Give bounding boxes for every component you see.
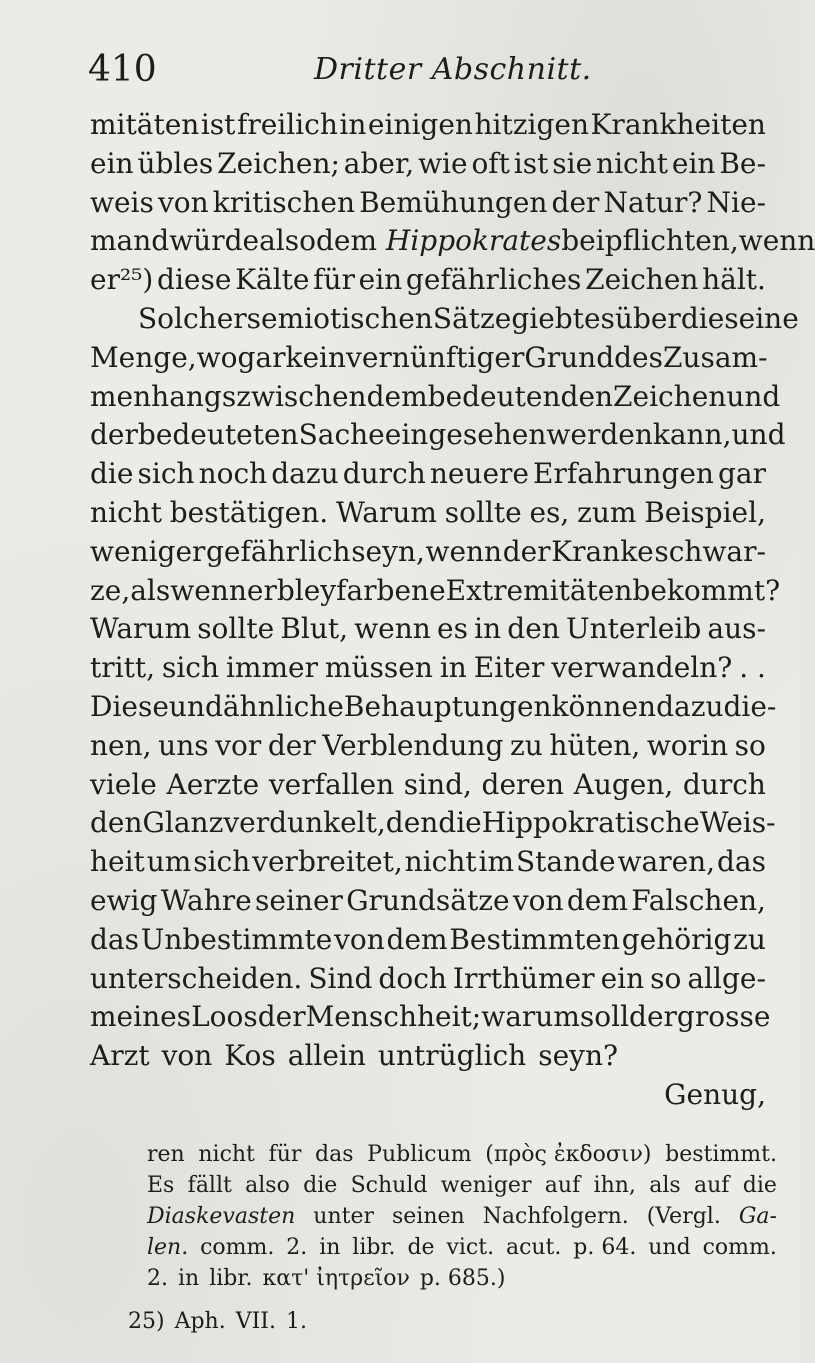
word: sollte — [197, 612, 275, 646]
word: von — [157, 185, 209, 219]
footnote-word: (πρὸς ἐκδοσιν) — [485, 1142, 652, 1167]
text-line — [90, 339, 766, 378]
word: doch — [378, 961, 447, 995]
word: verfallen — [268, 767, 395, 801]
word: Zeichen; — [217, 146, 340, 180]
text-line — [90, 455, 766, 494]
word: Grundsätze — [346, 883, 510, 917]
text-line — [90, 416, 786, 455]
footnote-word: p. 685.) — [419, 1266, 506, 1291]
text-line — [90, 378, 781, 417]
text-line — [90, 145, 766, 184]
footnote-line — [147, 1232, 777, 1263]
word: zwischen — [236, 379, 367, 413]
text-line — [90, 572, 781, 611]
word: beipflichten, — [561, 224, 739, 258]
word: ze, — [90, 573, 131, 607]
word: hält. — [702, 263, 766, 297]
word: das — [90, 922, 139, 956]
word: den — [385, 806, 439, 840]
word: Be- — [719, 146, 766, 180]
word: für — [313, 263, 355, 297]
word: es, — [529, 495, 570, 529]
footnotes — [128, 1139, 777, 1337]
word: menhangs — [90, 379, 237, 413]
word: Glanz — [142, 806, 224, 840]
footnote-word: und — [648, 1235, 691, 1260]
word: Arzt — [90, 1039, 150, 1073]
word: und — [168, 689, 223, 723]
word: in — [339, 108, 367, 141]
word: eingesehen — [384, 418, 547, 452]
word: mand — [90, 224, 170, 258]
word: sollte — [444, 495, 522, 529]
footnote-word: Ga- — [738, 1204, 777, 1229]
word: Loos — [191, 1000, 258, 1034]
word: vernünftiger — [346, 340, 525, 374]
footnote-word: das — [315, 1142, 354, 1167]
word: sie — [552, 146, 593, 180]
footnote-word: Schuld — [350, 1173, 428, 1198]
text-line — [90, 882, 766, 921]
word: Wahre — [160, 883, 252, 917]
word: er — [246, 573, 277, 607]
word: Unterleib — [566, 612, 702, 646]
word: Menschheit; — [305, 1000, 482, 1034]
footnote-word: seinen — [391, 1204, 465, 1229]
text-line — [90, 727, 766, 766]
word: die — [438, 806, 482, 840]
word: Zeichen — [613, 379, 727, 413]
footnote-word: len. — [147, 1235, 189, 1260]
word: nicht — [404, 845, 477, 879]
text-line — [90, 184, 766, 223]
word: gefährlich — [206, 534, 351, 568]
footnote-word: p. 64. — [573, 1235, 637, 1260]
word: seyn? — [538, 1039, 619, 1073]
footnote-word: κατ' ἰητρεῖον — [262, 1266, 410, 1291]
word: gar — [237, 340, 286, 374]
footnote-word: 2. — [147, 1266, 168, 1291]
word: des — [614, 340, 663, 374]
word: nen, — [90, 728, 152, 762]
word: Stande — [515, 845, 616, 879]
word: Falschen, — [631, 883, 766, 917]
footnote-word: auf — [693, 1173, 730, 1198]
word: Menge, — [90, 340, 197, 374]
word: seiner — [255, 883, 343, 917]
word: Irrthümer — [452, 961, 595, 995]
word: die — [90, 457, 134, 491]
word: Nie- — [706, 185, 766, 219]
word: Hippokratische — [481, 806, 700, 840]
word: er²⁵) — [90, 263, 154, 297]
word: ein — [600, 961, 645, 995]
word: soll — [579, 1000, 630, 1034]
word: zu — [733, 922, 766, 956]
word: Solcher — [138, 301, 247, 335]
word: gehörig — [621, 922, 732, 956]
text-line — [90, 106, 766, 145]
catchword: Genug, — [664, 1077, 766, 1111]
footnote-word: libr. — [209, 1266, 253, 1291]
word: weniger — [90, 534, 206, 568]
word: der — [502, 534, 551, 568]
word: aber, — [343, 146, 415, 180]
word: hitzigen — [474, 108, 589, 141]
word: sind, — [403, 767, 472, 801]
word: seyn, — [351, 534, 425, 568]
word: als — [130, 573, 171, 607]
word: tritt, — [90, 651, 155, 685]
text-line — [90, 960, 766, 999]
word: der — [551, 185, 600, 219]
footnote-word: VII. — [235, 1309, 276, 1334]
word: Augen, — [573, 767, 674, 801]
word: bedeuteten — [137, 418, 299, 452]
word: Weis- — [699, 806, 776, 840]
word: Diese — [90, 689, 169, 723]
footnote-word: 2. — [286, 1235, 308, 1260]
word: so — [734, 728, 766, 762]
word: aus- — [707, 612, 766, 646]
word: den — [507, 612, 560, 646]
word: Bestimmten — [449, 922, 621, 956]
footnote-word: de — [407, 1235, 435, 1260]
running-title: Dritter Abschnitt. — [314, 52, 592, 87]
word: es — [583, 301, 615, 335]
word: mitäten — [90, 108, 200, 141]
word: kritischen — [212, 185, 355, 219]
word: Zeichen — [585, 263, 699, 297]
word: kann, — [652, 418, 732, 452]
word: der — [267, 728, 316, 762]
word: kein — [285, 340, 347, 374]
word: waren, — [617, 845, 716, 879]
text-line — [90, 649, 766, 688]
word: in — [439, 651, 467, 685]
word: viele — [90, 767, 157, 801]
word: dazu — [656, 689, 724, 723]
page-number: 410 — [88, 49, 157, 90]
word: verwandeln? — [551, 651, 733, 685]
text-line — [90, 804, 776, 843]
text-line — [90, 222, 815, 261]
word: und — [731, 418, 786, 452]
word: verbreitet, — [252, 845, 403, 879]
word: ewig — [90, 883, 158, 917]
word: eine — [738, 301, 799, 335]
word: Behauptungen — [343, 689, 552, 723]
word: Zusam- — [663, 340, 768, 374]
text-line — [90, 1037, 766, 1076]
footnote-word: vict. — [446, 1235, 495, 1260]
word: uns — [158, 728, 209, 762]
word: Natur? — [603, 185, 703, 219]
word: wenn — [354, 612, 431, 646]
footnote-line — [128, 1306, 777, 1337]
word: ein — [358, 263, 403, 297]
word: so — [650, 961, 682, 995]
main-text — [90, 106, 815, 1115]
word: verdunkelt, — [223, 806, 386, 840]
word: durch — [342, 457, 426, 491]
word: heit — [90, 845, 145, 879]
text-line — [90, 494, 766, 533]
word: allein — [287, 1039, 366, 1073]
word: in — [474, 612, 502, 646]
footnote-word: 1. — [285, 1309, 307, 1334]
word: können — [551, 689, 657, 723]
word: von — [161, 1039, 213, 1073]
word: nicht — [90, 495, 162, 529]
word: also — [259, 224, 316, 258]
footnote-word: in — [178, 1266, 200, 1291]
word: der — [257, 1000, 306, 1034]
word: zum — [577, 495, 637, 529]
word: Verblendung — [322, 728, 504, 762]
word: das — [717, 845, 766, 879]
word: dem — [386, 922, 448, 956]
word: Unbestimmte — [140, 922, 333, 956]
word: von — [334, 922, 385, 956]
word: übles — [137, 146, 214, 180]
footnote-line — [147, 1139, 777, 1170]
footnote-word: ren — [147, 1142, 185, 1167]
word: Kos — [224, 1039, 276, 1073]
word: Eiter — [473, 651, 545, 685]
word: diese — [157, 263, 232, 297]
word: gefährliches — [405, 263, 582, 297]
text-line — [90, 766, 766, 805]
footnote-word: also — [245, 1173, 290, 1198]
footnote-word: 25) — [128, 1309, 165, 1334]
word: schwar- — [654, 534, 766, 568]
footnote-word: in — [319, 1235, 341, 1260]
page-header — [88, 48, 768, 92]
word: bedeutenden — [427, 379, 614, 413]
word: sich — [161, 651, 219, 685]
text-line — [90, 533, 766, 572]
word: müssen — [324, 651, 433, 685]
word: bleyfarbene — [276, 573, 446, 607]
word: Blut, — [280, 612, 349, 646]
text-line — [90, 998, 771, 1037]
word: warum — [481, 1000, 580, 1034]
word: bekommt? — [632, 573, 781, 607]
footnote-word: als — [649, 1173, 681, 1198]
footnote-word: Publicum — [367, 1142, 472, 1167]
word: oft — [471, 146, 510, 180]
text-line — [90, 843, 766, 882]
word: den — [90, 806, 143, 840]
word: Sache — [298, 418, 385, 452]
word: hüten, — [549, 728, 641, 762]
word: grosse — [676, 1000, 771, 1034]
word: freilich — [236, 108, 338, 141]
footnote-word: weniger — [440, 1173, 532, 1198]
word: ist — [200, 108, 236, 141]
word: bestätigen. — [169, 495, 329, 529]
word: Beispiel, — [644, 495, 766, 529]
footnote-line — [147, 1201, 777, 1232]
word: weis — [90, 185, 154, 219]
word: ist — [513, 146, 549, 180]
word: im — [478, 845, 515, 879]
word: worin — [646, 728, 729, 762]
footnote-word: nicht — [198, 1142, 255, 1167]
footnote-word: Es — [147, 1173, 175, 1198]
word: sich — [137, 457, 195, 491]
word: Warum — [90, 612, 192, 646]
footnote-word: bestimmt. — [665, 1142, 777, 1167]
catchword-line — [90, 1076, 766, 1115]
footnote-word: unter — [313, 1204, 374, 1229]
word: meines — [90, 1000, 192, 1034]
footnote-word: ihn, — [593, 1173, 636, 1198]
footnote-line — [147, 1263, 777, 1294]
word: Bemühungen — [359, 185, 548, 219]
footnote-word: fällt — [187, 1173, 232, 1198]
word: Kranke — [551, 534, 654, 568]
word: um — [146, 845, 192, 879]
word: wenn — [738, 224, 815, 258]
footnote-word: für — [268, 1142, 302, 1167]
word: und — [726, 379, 781, 413]
word: wenn — [425, 534, 503, 568]
word: dem Hippokrates — [315, 224, 562, 258]
word: wenn — [170, 573, 247, 607]
footnote-word: die — [742, 1173, 777, 1198]
word: wo — [196, 340, 238, 374]
word: deren — [481, 767, 565, 801]
text-line — [90, 300, 799, 339]
word: die- — [723, 689, 777, 723]
word: . . — [739, 651, 766, 685]
word: nicht — [596, 146, 668, 180]
word: Erfahrungen — [533, 457, 714, 491]
word: ein — [90, 146, 134, 180]
word: neuere — [429, 457, 529, 491]
word: vor — [215, 728, 262, 762]
word: dem — [366, 379, 428, 413]
word: Grund — [524, 340, 615, 374]
text-line — [90, 610, 766, 649]
word: würde — [169, 224, 260, 258]
word: ein — [671, 146, 716, 180]
word: zu — [510, 728, 543, 762]
footnote-word: acut. — [505, 1235, 562, 1260]
footnote-word: auf — [544, 1173, 581, 1198]
word: Sind — [308, 961, 373, 995]
word: giebt — [511, 301, 584, 335]
word: werden — [546, 418, 653, 452]
word: unterscheiden. — [90, 961, 303, 995]
word: ähnliche — [222, 689, 344, 723]
footnote-word: (Vergl. — [646, 1204, 721, 1229]
word: dazu — [271, 457, 339, 491]
footnote-line — [147, 1170, 777, 1201]
footnote-word: comm. — [702, 1235, 777, 1260]
word: dem — [566, 883, 628, 917]
word: einigen — [367, 108, 473, 141]
footnote-word: Aph. — [174, 1309, 226, 1334]
word: Krankheiten — [590, 108, 766, 141]
word: der — [90, 418, 138, 452]
word: überdies — [614, 301, 739, 335]
word: semiotischen — [246, 301, 433, 335]
word: Warum — [335, 495, 437, 529]
word: immer — [225, 651, 318, 685]
word: es — [437, 612, 468, 646]
word: wie — [418, 146, 468, 180]
word: Aerzte — [166, 767, 260, 801]
word: gar — [717, 457, 766, 491]
word: noch — [198, 457, 268, 491]
text-line — [90, 921, 766, 960]
footnote-word: comm. — [200, 1235, 275, 1260]
word: allge- — [687, 961, 766, 995]
footnote-word: die — [303, 1173, 338, 1198]
word: von — [512, 883, 564, 917]
word: untrüglich — [377, 1039, 527, 1073]
footnote-word: libr. — [352, 1235, 396, 1260]
word: Sätze — [432, 301, 512, 335]
text-line — [90, 261, 766, 300]
word: Kälte — [235, 263, 310, 297]
word: Extremitäten — [445, 573, 633, 607]
word: durch — [682, 767, 766, 801]
word: sich — [193, 845, 251, 879]
footnote-word: Diaskevasten — [147, 1204, 296, 1229]
footnote-word: Nachfolgern. — [482, 1204, 629, 1229]
word: der — [629, 1000, 677, 1034]
text-line — [90, 688, 777, 727]
